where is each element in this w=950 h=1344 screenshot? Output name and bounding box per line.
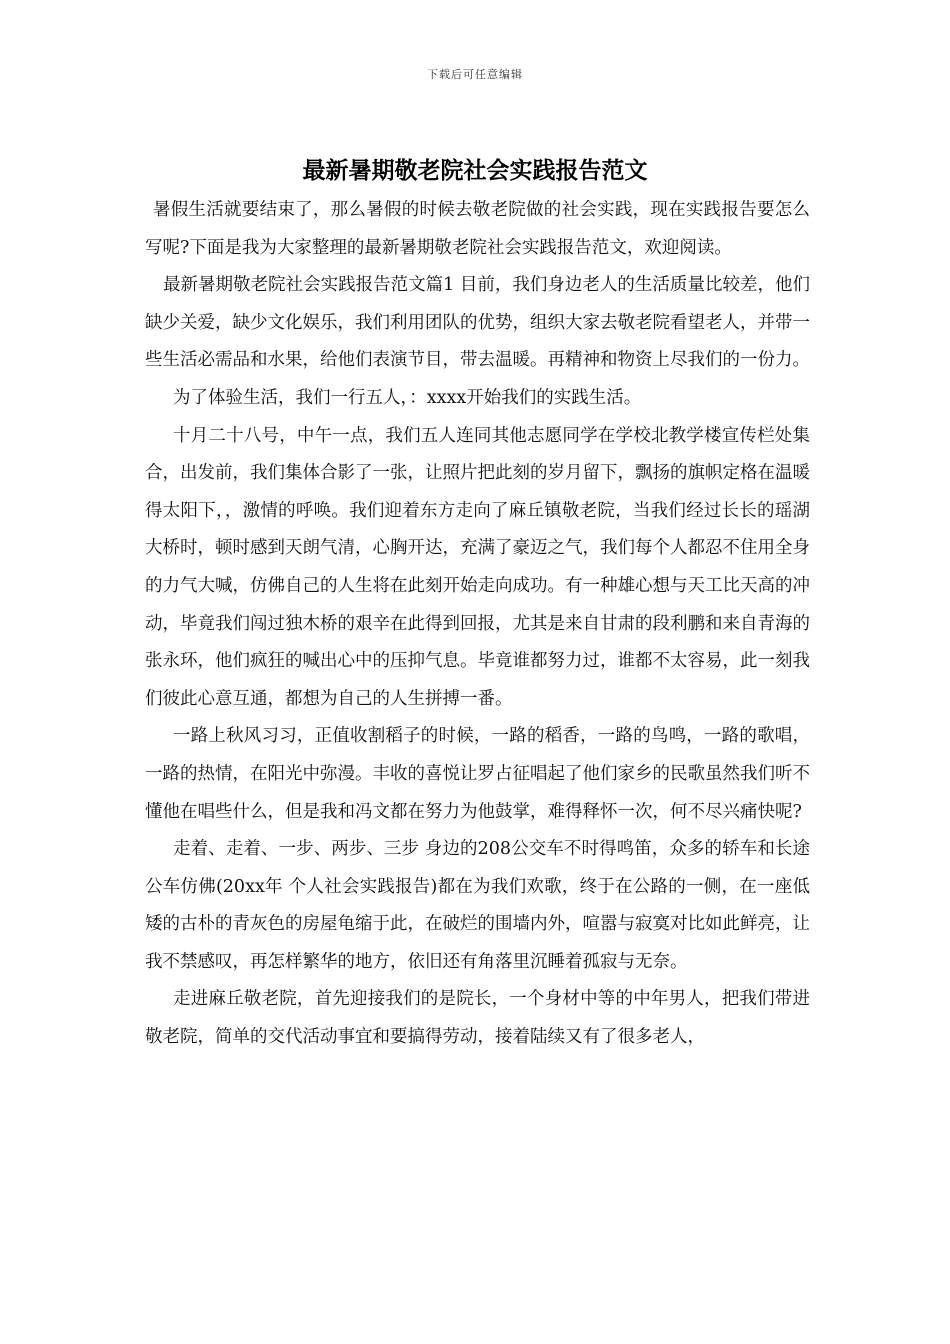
paragraph-october-28: 十月二十八号，中午一点，我们五人连同其他志愿同学在学校北教学楼宣传栏处集合，出发前，我们集体合影了一张，让照片把此刻的岁月留下，飘扬的旗帜定格在温暖得太阳下，，激情的呼唤。我们迎着东方走向了麻丘镇敬老院，当我们经过长长的瑶湖大桥时，顿时感到天朗气清，心胸开达，充满了豪迈之气，我们每个人都忍不住用全身的力气大喊，仿佛自己的人生将在此刻开始走向成功。有一种雄心想与天工比天高的冲动，毕竟我们闯过独木桥的艰辛在此得到回报，尤其是来自甘肃的段利鹏和来自青海的张永环，他们疯狂的喊出心中的压抑气息。毕竟谁都努力过，谁都不太容易，此一刻我们彼此心意互通，都想为自己的人生拼搏一番。 [145,425,810,709]
paragraph-article-1-opening: 最新暑期敬老院社会实践报告范文篇1 目前，我们身边老人的生活质量比较差，他们缺少关爱，缺少文化娱乐，我们利用团队的优势，组织大家去敬老院看望老人，并带一些生活必需品和水果，给他们表演节目，带去温暖。再精神和物资上尽我们的一份力。 [145,275,810,371]
document-title: 最新暑期敬老院社会实践报告范文 [302,157,648,184]
paragraph-intro: 暑假生活就要结束了，那么暑假的时候去敬老院做的社会实践，现在实践报告要怎么写呢?下面是我为大家整理的最新暑期敬老院社会实践报告范文，欢迎阅读。 [145,200,810,258]
document-body [145,192,810,1057]
paragraph-autumn-road: 一路上秋风习习，正值收割稻子的时候，一路的稻香，一路的鸟鸣，一路的歌唱，一路的热情，在阳光中弥漫。丰收的喜悦让罗占征唱起了他们家乡的民歌虽然我们听不懂他在唱些什么，但是我和冯文都在努力为他鼓掌，难得释怀一次，何不尽兴痛快呢? [145,726,810,822]
paragraph-entering-home: 走进麻丘敬老院，首先迎接我们的是院长，一个身材中等的中年男人，把我们带进敬老院，简单的交代活动事宜和要搞得劳动，接着陆续又有了很多老人， [145,989,810,1048]
paragraph-experience-life: 为了体验生活，我们一行五人，：xxxx开始我们的实践生活。 [173,387,642,408]
page-header-note: 下载后可任意编辑 [427,68,523,81]
paragraph-walking: 走着、走着、一步、两步、三步 身边的208公交车不时得鸣笛，众多的轿车和长途公车仿佛(20xx年 个人社会实践报告)都在为我们欢歌，终于在公路的一侧，在一座低矮的古朴的青灰色的房屋龟缩于此，在破烂的围墙内外，喧嚣与寂寞对比如此鲜亮，让我不禁感叹，再怎样繁华的地方，依旧还有角落里沉睡着孤寂与无奈。 [145,839,810,972]
